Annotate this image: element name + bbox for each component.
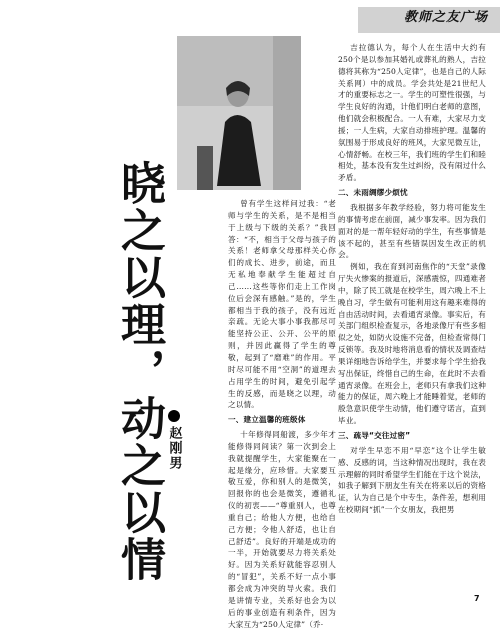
article-title: 晓之以理，动之以情 [113,160,166,583]
paragraph: 曾有学生这样问过我：“老师与学生的关系，是不是相当于上级与下级的关系？”我回答：“不，相当于父母与孩子的关系！老师拿父母那样关心你们的成长、进步，前途，而且无私地奉献学生能超过自己……这些等你们走上工作岗位后会深有感触。”是的，学生都相当于我的孩子，没有远近亲疏。无论大事小事我都尽可能坚持公正、公开、公平的原则，并因此赢得了学生的尊敬，起到了“磨难”的作用。平时尽可能不用“空洞”的道理去占用学生的时间，避免引起学生的反感，而是晓之以理，动之以情。 [228,199,336,410]
text-column-1 [228,198,336,630]
author-name: 赵刚男 [166,426,182,471]
paragraph: 我根据多年教学经验，努力将可能发生的事情考虑在前面，减少事发率。因为我们面对的是一帮年轻好动的学生，有些事情是该不起的，甚至有些错误因发生改正的机会。 [338,202,486,260]
author-block [163,410,185,471]
paragraph: 例如，我在育到河南焦作的“天堂”录像厅失火惨案的报道后，深感震惊，四通难者中，除了民工就是在校学生，周六晚上不上晚自习，学生做有可能利用这有趣来难得的自由活动时间，去看通宵录像。事实后，有关部门组织检查复示，各地录像厅有些多相似之处，如防火设施不完备，但检查常得门反锁等。我及时地将消息看的情状及调查结果详细地告诉给学生，并要求每个学生拾我写出保证，终惜自己的生命，在此时不去看通宵录像。在班会上，老师只有拿我们这种能力的保证，周六晚上才能睡着觉，老师的殷急意识使学生动情，他们遵守诺言，直到毕业。 [338,262,486,426]
photo-illustration [177,36,301,190]
text-column-2 [338,42,486,516]
column-header: 教师之友广场 [403,9,488,25]
paragraph: 吉拉德认为，每个人在生活中大约有250个是以参加其婚礼或葬礼的熟人，吉拉德将其称为“250人定律”，也是自己的人际关系网）中的成员。学会共处是21世纪人才的重要标志之一。学生的可塑性很强，与学生良好的沟通，计他们明白老师的意图，他们就会积极配合。一人有难，大家尽力支援；一人生病，大家自动排班护理。温馨的氛围易于形成良好的班风，大家见微互让，心情舒畅。在校三年，我们班的学生们和睦相处，基本没有发生过纠纷，没有闹过什么矛盾。 [338,43,486,183]
section-heading: 二、未雨绸缪少烦忧 [338,188,408,198]
page-number: 7 [474,594,480,603]
paragraph: 十年修得同船渡，多少年才能修得同间读？第一次到会上我就提醒学生，大家能聚在一起是缘分，应珍惜。大家要互敬互爱，你和别人的是微笑，回报你的也会是微笑，遵循礼仪的初衷——“尊重别人，也尊重自己；给他人方便，也给自己方便；令他人舒适，也让自己舒适”。良好的开端是成功的一半，开始就要尽力将关系处好。因为关系好就能容忍别人的“冒犯”，关系不好一点小事都会成为冲突的导火索。我们是讲情专业，关系好也会为以后的事业创造有利条件，因为大家互为“250人定律”（乔· [228,430,336,629]
section-heading: 三、疏导“交往过密” [338,431,411,440]
bullet-dot [168,410,180,422]
section-heading: 一、建立温馨的班级体 [228,415,306,425]
author-photo [177,36,301,190]
paragraph: 对学生早恋不用“早恋”这个让学生敏感、反感的词，当这种情况出现时，我在表示理解的同时希望学生们能在于这个说法，如我子解到下朋友生有关在将来以后的资格证，认为自己是个中专生，条件差，想利用在校期间“抓”一个女朋友，我把男 [338,445,486,515]
